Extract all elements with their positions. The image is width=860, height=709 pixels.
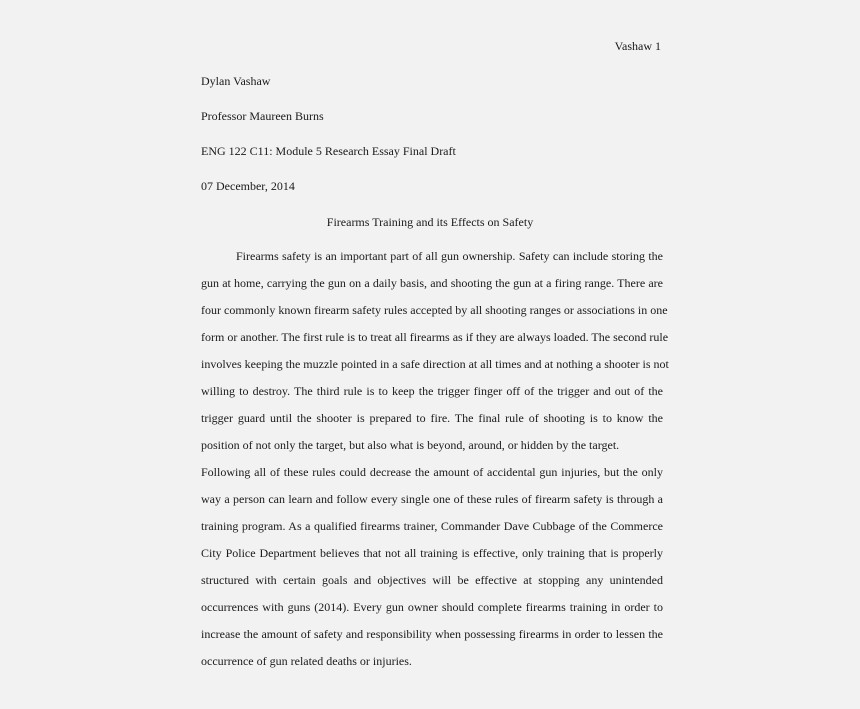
body-line: occurrence of gun related deaths or injuries.	[201, 654, 412, 668]
essay-title: Firearms Training and its Effects on Safety	[326, 215, 534, 229]
body-line: Following all of these rules could decrease the amount of accidental gun injuries, but the only	[201, 465, 663, 479]
body-line: Firearms safety is an important part of all gun ownership. Safety can include storing the	[236, 249, 663, 263]
body-line: willing to destroy. The third rule is to keep the trigger finger off of the trigger and out of the	[201, 384, 663, 398]
body-line: structured with certain goals and objectives will be effective at stopping any unintended	[201, 573, 663, 587]
body-line: gun at home, carrying the gun on a daily basis, and shooting the gun at a firing range. There are	[201, 276, 663, 290]
running-head: Vashaw 1	[614, 39, 661, 53]
body-line: occurrences with guns (2014). Every gun owner should complete firearms training in order to	[201, 600, 663, 614]
essay-date: 07 December, 2014	[201, 179, 295, 193]
body-line: City Police Department believes that not all training is effective, only training that is properly	[201, 546, 663, 560]
body-line: way a person can learn and follow every single one of these rules of firearm safety is through a	[201, 492, 663, 506]
essay-body	[201, 248, 669, 680]
course-name: ENG 122 C11: Module 5 Research Essay Final Draft	[201, 144, 456, 158]
body-line: training program. As a qualified firearms trainer, Commander Dave Cubbage of the Commerce	[201, 519, 663, 533]
professor-name: Professor Maureen Burns	[201, 109, 324, 123]
body-line: increase the amount of safety and responsibility when possessing firearms in order to lessen the	[201, 627, 663, 641]
body-line: involves keeping the muzzle pointed in a safe direction at all times and at nothing a shooter is not	[201, 357, 669, 371]
body-line: four commonly known firearm safety rules accepted by all shooting ranges or associations in one	[201, 303, 668, 317]
body-line: form or another. The first rule is to treat all firearms as if they are always loaded. The second rule	[201, 330, 669, 344]
body-line: trigger guard until the shooter is prepared to fire. The final rule of shooting is to know the	[201, 411, 663, 425]
author-name: Dylan Vashaw	[201, 74, 271, 88]
body-line: position of not only the target, but also what is beyond, around, or hidden by the target.	[201, 438, 620, 452]
